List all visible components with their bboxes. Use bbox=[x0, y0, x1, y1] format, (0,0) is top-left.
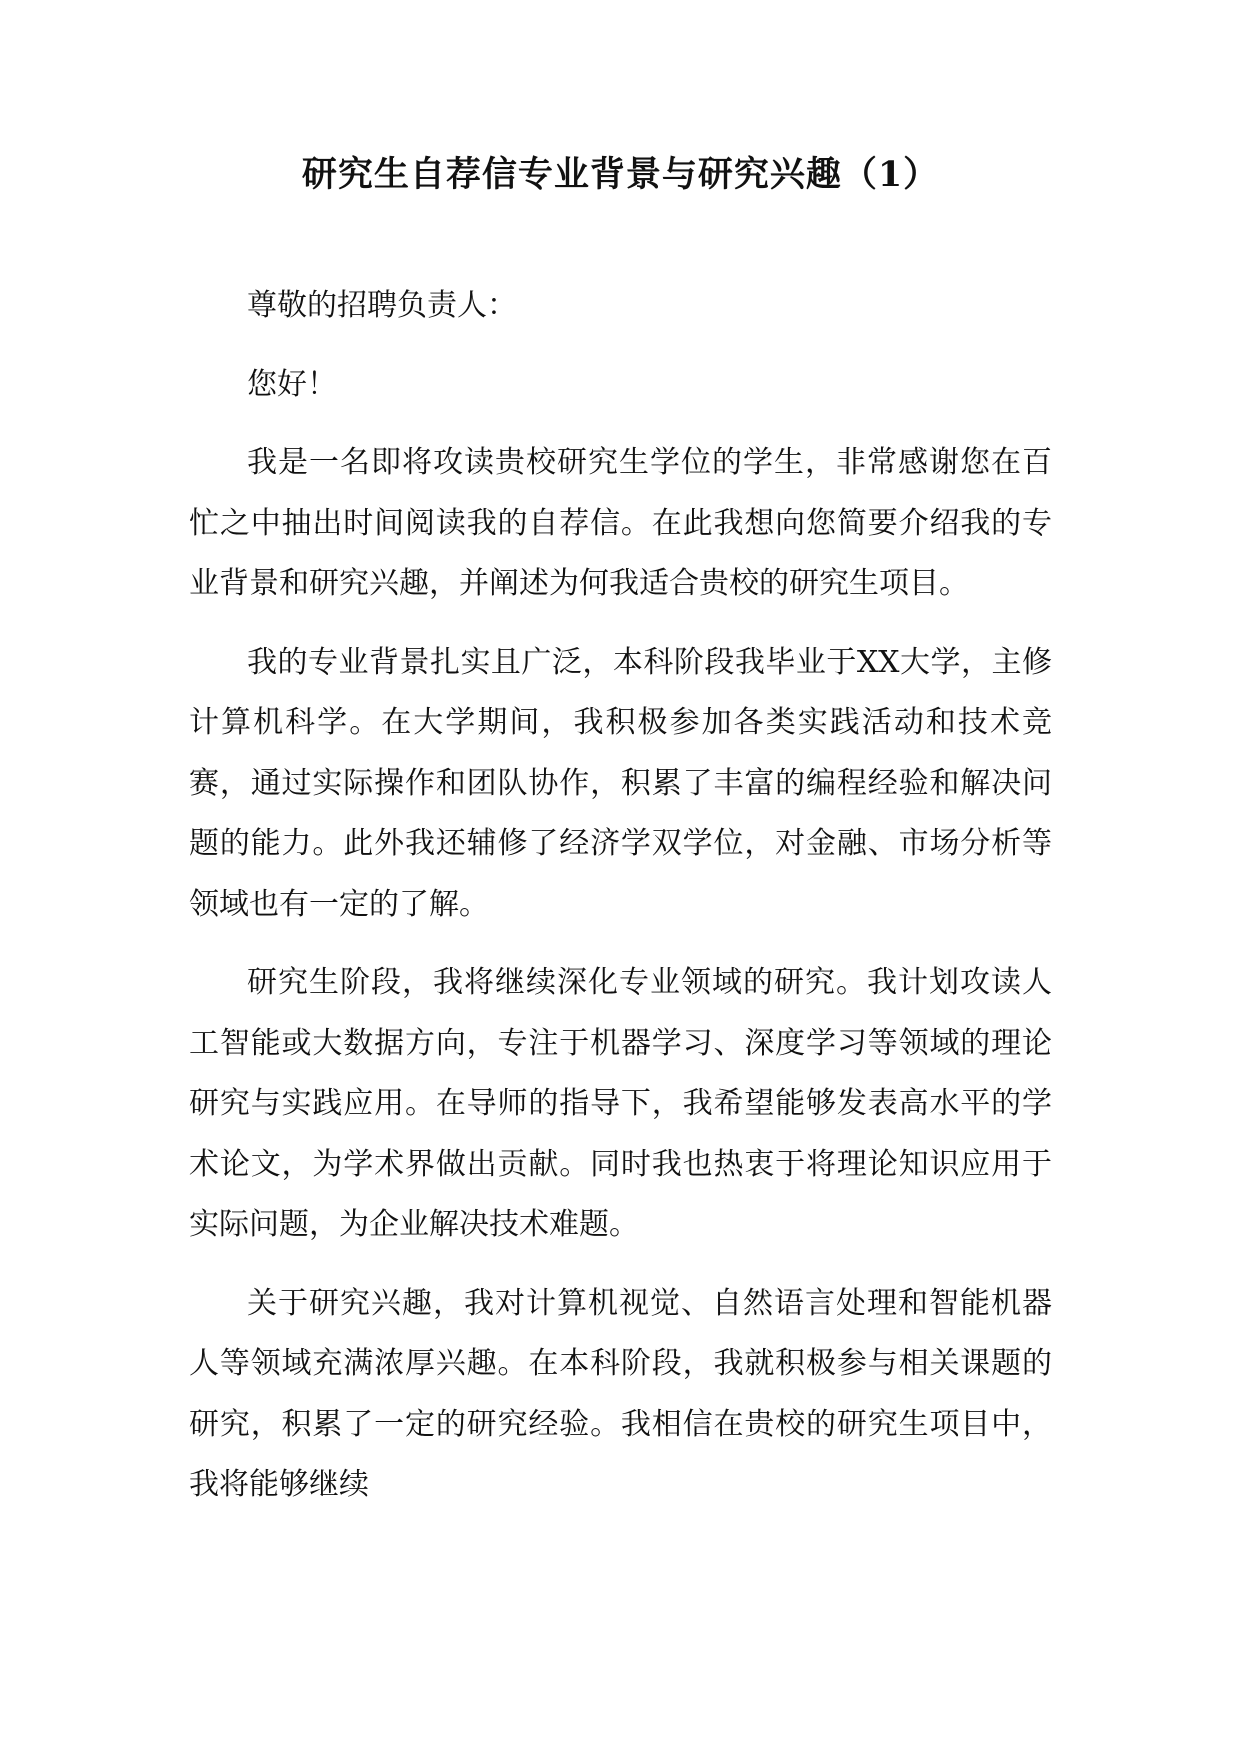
salutation: 尊敬的招聘负责人： bbox=[247, 288, 517, 323]
body-paragraph-1: 我是一名即将攻读贵校研究生学位的学生，非常感谢您在百忙之中抽出时间阅读我的自荐信。在此我想向您简要介绍我的专业背景和研究兴趣，并阐述为何我适合贵校的研究生项目。 bbox=[189, 445, 1052, 601]
body-paragraph-2: 我的专业背景扎实且广泛，本科阶段我毕业于XX大学，主修计算机科学。在大学期间，我积极参加各类实践活动和技术竞赛，通过实际操作和团队协作，积累了丰富的编程经验和解决问题的能力。此外我还辅修了经济学双学位，对金融、市场分析等领域也有一定的了解。 bbox=[189, 644, 1052, 922]
document-title: 研究生自荐信专业背景与研究兴趣（1） bbox=[301, 154, 940, 195]
body-paragraph-3: 研究生阶段，我将继续深化专业领域的研究。我计划攻读人工智能或大数据方向，专注于机器学习、深度学习等领域的理论研究与实践应用。在导师的指导下，我希望能够发表高水平的学术论文，为学术界做出贡献。同时我也热衷于将理论知识应用于实际问题，为企业解决技术难题。 bbox=[189, 965, 1052, 1242]
document-body bbox=[189, 276, 1052, 1516]
body-paragraph-4: 关于研究兴趣，我对计算机视觉、自然语言处理和智能机器人等领域充满浓厚兴趣。在本科阶段，我就积极参与相关课题的研究，积累了一定的研究经验。我相信在贵校的研究生项目中，我将能够继续 bbox=[189, 1285, 1052, 1502]
greeting: 您好！ bbox=[247, 366, 337, 402]
